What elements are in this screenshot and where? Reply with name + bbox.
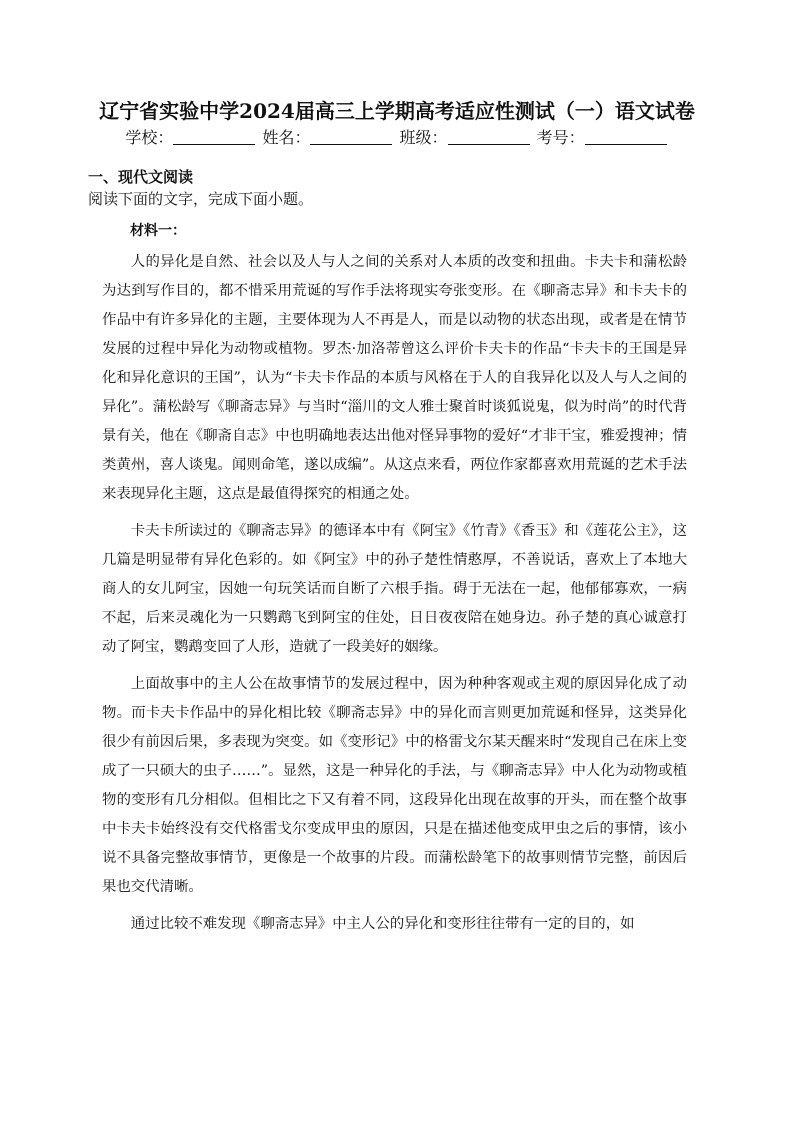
material-label: 材料一：	[130, 223, 186, 239]
reading-passage	[102, 248, 687, 947]
student-info-row	[0, 125, 794, 148]
school-blank[interactable]	[173, 130, 255, 145]
class-blank[interactable]	[448, 130, 530, 145]
passage-paragraph-3: 上面故事中的主人公在故事情节的发展过程中，因为种种客观或主观的原因异化成了动物。而卡夫卡作品中的异化相比较《聊斋志异》中的异化而言则更加荒诞和怪异，这类异化很少有前因后果，多表现为突变。如《变形记》中的格雷戈尔某天醒来时“发现自己在床上变成了一只硕大的虫子……”。显然，这是一种异化的手法，与《聊斋志异》中人化为动物或植物的变形有几分相似。但相比之下又有着不同，这段异化出现在故事的开头，而在整个故事中卡夫卡始终没有交代格雷戈尔变成甲虫的原因，只是在描述他变成甲虫之后的事情，该小说不具备完整故事情节，更像是一个故事的片段。而蒲松龄笔下的故事则情节完整，前因后果也交代清晰。	[102, 676, 687, 895]
passage-paragraph-2: 卡夫卡所读过的《聊斋志异》的德译本中有《阿宝》《竹青》《香玉》和《莲花公主》，这几篇是明显带有异化色彩的。如《阿宝》中的孙子楚性情憨厚，不善说话，喜欢上了本地大商人的女儿阿宝，因她一句玩笑话而自断了六根手指。碍于无法在一起，他郁郁寡欢，一病不起，后来灵魂化为一只鹦鹉飞到阿宝的住处，日日夜夜陪在她身边。孙子楚的真心诚意打动了阿宝，鹦鹉变回了人形，造就了一段美好的姻缘。	[102, 523, 687, 655]
exam-number-blank[interactable]	[585, 130, 667, 145]
passage-paragraph-1: 人的异化是自然、社会以及人与人之间的关系对人本质的改变和扭曲。卡夫卡和蒲松龄为达到写作目的，都不惜采用荒诞的写作手法将现实夸张变形。在《聊斋志异》和卡夫卡的作品中有许多异化的主题，主要体现为人不再是人，而是以动物的状态出现，或者是在情节发展的过程中异化为动物或植物。罗杰·加洛蒂曾这么评价卡夫卡的作品“卡夫卡的王国是异化和异化意识的王国”，认为“卡夫卡作品的本质与风格在于人的自我异化以及人与人之间的异化”。蒲松龄写《聊斋志异》与当时“淄川的文人雅士聚首时谈狐说鬼，似为时尚”的时代背景有关，他在《聊斋自志》中也明确地表达出他对怪异事物的爱好“才非干宝，雅爱搜神；情类黄州，喜人谈鬼。闻则命笔，遂以成编”。从这点来看，两位作家都喜欢用荒诞的艺术手法来表现异化主题，这点是最值得探究的相通之处。	[102, 254, 687, 502]
exam-number-label: 考号：	[536, 128, 585, 147]
exam-title: 辽宁省实验中学2024届高三上学期高考适应性测试（一）语文试卷	[99, 99, 695, 123]
passage-paragraph-4: 通过比较不难发现《聊斋志异》中主人公的异化和变形往往带有一定的目的，如	[130, 916, 635, 932]
instruction-text: 阅读下面的文字，完成下面小题。	[88, 190, 314, 208]
class-label: 班级：	[399, 128, 448, 147]
name-label: 姓名：	[262, 128, 311, 147]
name-blank[interactable]	[310, 130, 392, 145]
section-title: 一、现代文阅读	[88, 168, 194, 186]
school-label: 学校：	[125, 128, 174, 147]
